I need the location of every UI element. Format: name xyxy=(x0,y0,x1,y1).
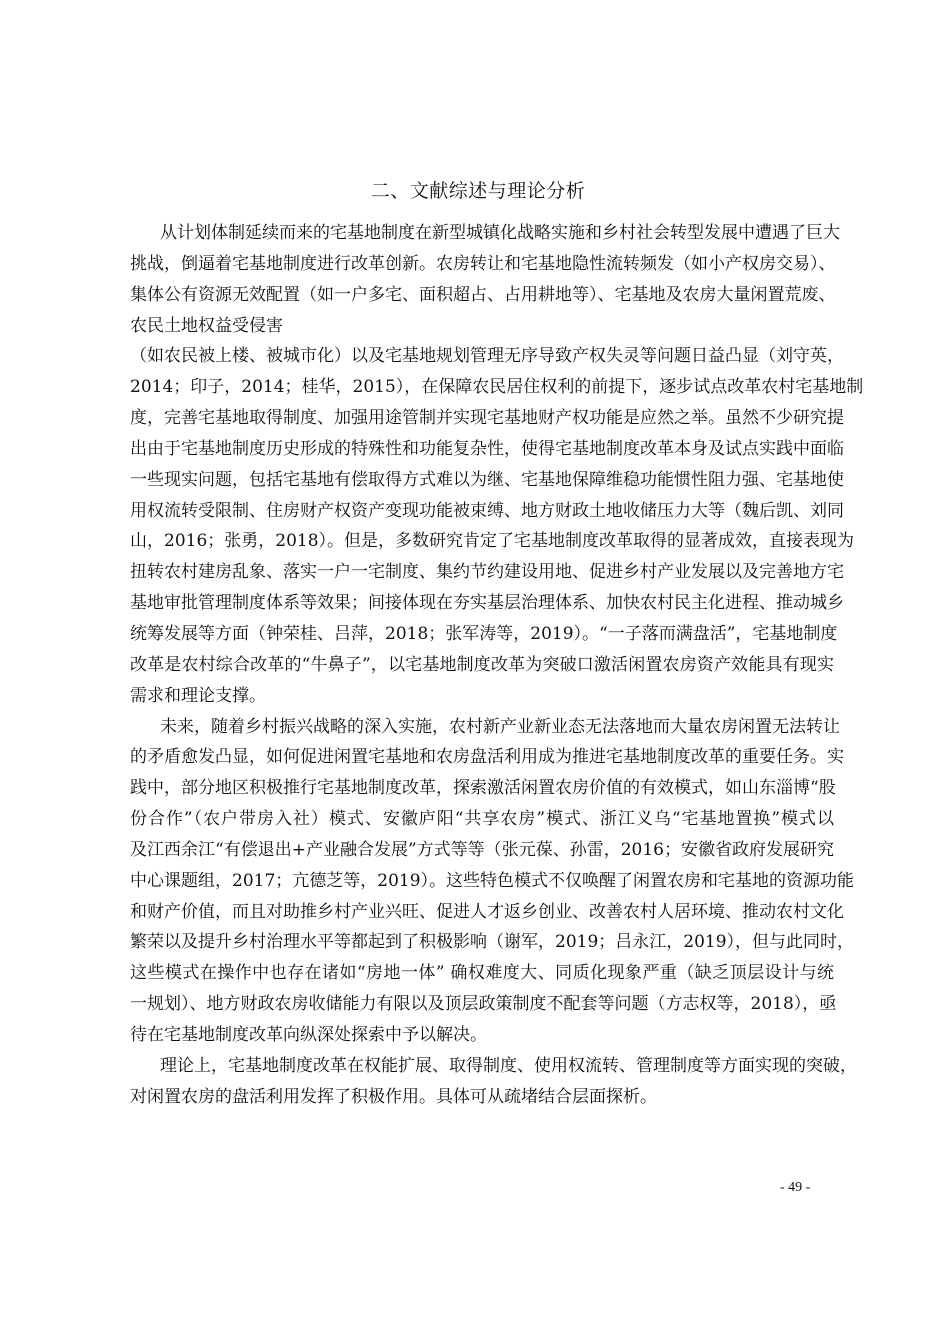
paragraph-1-line: 山，2016；张勇，2018）。但是，多数研究肯定了宅基地制度改革取得的显著成效，直接表现为 xyxy=(130,531,855,552)
paragraph-2-line: 繁荣以及提升乡村治理水平等都起到了积极影响（谢军，2019；吕永江，2019），但与此同时， xyxy=(130,932,855,953)
paragraph-1-line: 用权流转受限制、住房财产权资产变现功能被束缚、地方财政土地收储压力大等（魏后凯、刘同 xyxy=(130,500,844,521)
paragraph-2-line: 践中，部分地区积极推行宅基地制度改革，探索激活闲置农房价值的有效模式，如山东淄博“股 xyxy=(130,778,836,799)
paragraph-3-line: 理论上，宅基地制度改革在权能扩展、取得制度、使用权流转、管理制度等方面实现的突破， xyxy=(160,1055,857,1076)
paragraph-1-line: 农民土地权益受侵害 xyxy=(130,315,283,336)
paragraph-1-line: 出由于宅基地制度历史形成的特殊性和功能复杂性，使得宅基地制度改革本身及试点实践中面临 xyxy=(130,438,844,459)
paragraph-1-line: 度，完善宅基地取得制度、加强用途管制并实现宅基地财产权功能是应然之举。虽然不少研究提 xyxy=(130,408,844,429)
section-title: 二、文献综述与理论分析 xyxy=(370,180,586,202)
paragraph-2-line: 份合作”（农户带房入社）模式、安徽庐阳“共享农房”模式、浙江义乌“宅基地置换”模式以 xyxy=(130,809,834,830)
paragraph-1-line: 集体公有资源无效配置（如一户多宅、面积超占、占用耕地等）、宅基地及农房大量闲置荒废、 xyxy=(130,284,836,305)
paragraph-1-line: 基地审批管理制度体系等效果；间接体现在夯实基层治理体系、加快农村民主化进程、推动城乡 xyxy=(130,593,844,614)
paragraph-2-line: 中心课题组，2017；亢德芝等，2019）。这些特色模式不仅唤醒了闲置农房和宅基地的资源功能 xyxy=(130,870,855,891)
paragraph-2-line: 的矛盾愈发凸显，如何促进闲置宅基地和农房盘活利用成为推进宅基地制度改革的重要任务。实 xyxy=(130,747,844,768)
paragraph-2-line: 这些模式在操作中也存在诸如“房地一体” 确权难度大、同质化现象严重（缺乏顶层设计与统 xyxy=(130,963,834,984)
paragraph-1-line: 改革是农村综合改革的“牛鼻子”，以宅基地制度改革为突破口激活闲置农房资产效能具有现实 xyxy=(130,654,834,675)
body-text xyxy=(130,218,864,1112)
paragraph-1-line: （如农民被上楼、被城市化）以及宅基地规划管理无序导致产权失灵等问题日益凸显（刘守英， xyxy=(130,346,844,367)
paragraph-1-line: 2014；印子，2014；桂华，2015），在保障农民居住权利的前提下，逐步试点改革农村宅基地制 xyxy=(130,377,864,398)
paragraph-2-line: 待在宅基地制度改革向纵深处探索中予以解决。 xyxy=(130,1024,487,1045)
paragraph-3-line: 对闲置农房的盘活利用发挥了积极作用。具体可从疏堵结合层面探析。 xyxy=(130,1086,657,1107)
paragraph-1-line: 一些现实问题，包括宅基地有偿取得方式难以为继、宅基地保障维稳功能惯性阻力强、宅基地使 xyxy=(130,469,844,490)
paragraph-1-line: 统筹发展等方面（钟荣桂、吕萍，2018；张军涛等，2019）。“一子落而满盘活”，宅基地制度 xyxy=(130,623,838,644)
paragraph-1-line: 需求和理论支撑。 xyxy=(130,685,266,706)
paragraph-2-line: 及江西余江“有偿退出+产业融合发展”方式等等（张元葆、孙雷，2016；安徽省政府发展研究 xyxy=(130,839,834,860)
page-number: - 49 - xyxy=(780,1180,811,1195)
paragraph-2-line: 未来，随着乡村振兴战略的深入实施，农村新产业新业态无法落地而大量农房闲置无法转让 xyxy=(160,716,840,737)
paragraph-2-line: 一规划）、地方财政农房收储能力有限以及顶层政策制度不配套等问题（方志权等，2018），亟 xyxy=(130,994,837,1015)
paragraph-2-line: 和财产价值，而且对助推乡村产业兴旺、促进人才返乡创业、改善农村人居环境、推动农村文化 xyxy=(130,901,844,922)
paragraph-1-line: 挑战，倒逼着宅基地制度进行改革创新。农房转让和宅基地隐性流转频发（如小产权房交易）、 xyxy=(130,253,836,274)
paragraph-1-line: 扭转农村建房乱象、落实一户一宅制度、集约节约建设用地、促进乡村产业发展以及完善地方宅 xyxy=(130,562,844,583)
paragraph-1-line: 从计划体制延续而来的宅基地制度在新型城镇化战略实施和乡村社会转型发展中遭遇了巨大 xyxy=(160,223,840,243)
